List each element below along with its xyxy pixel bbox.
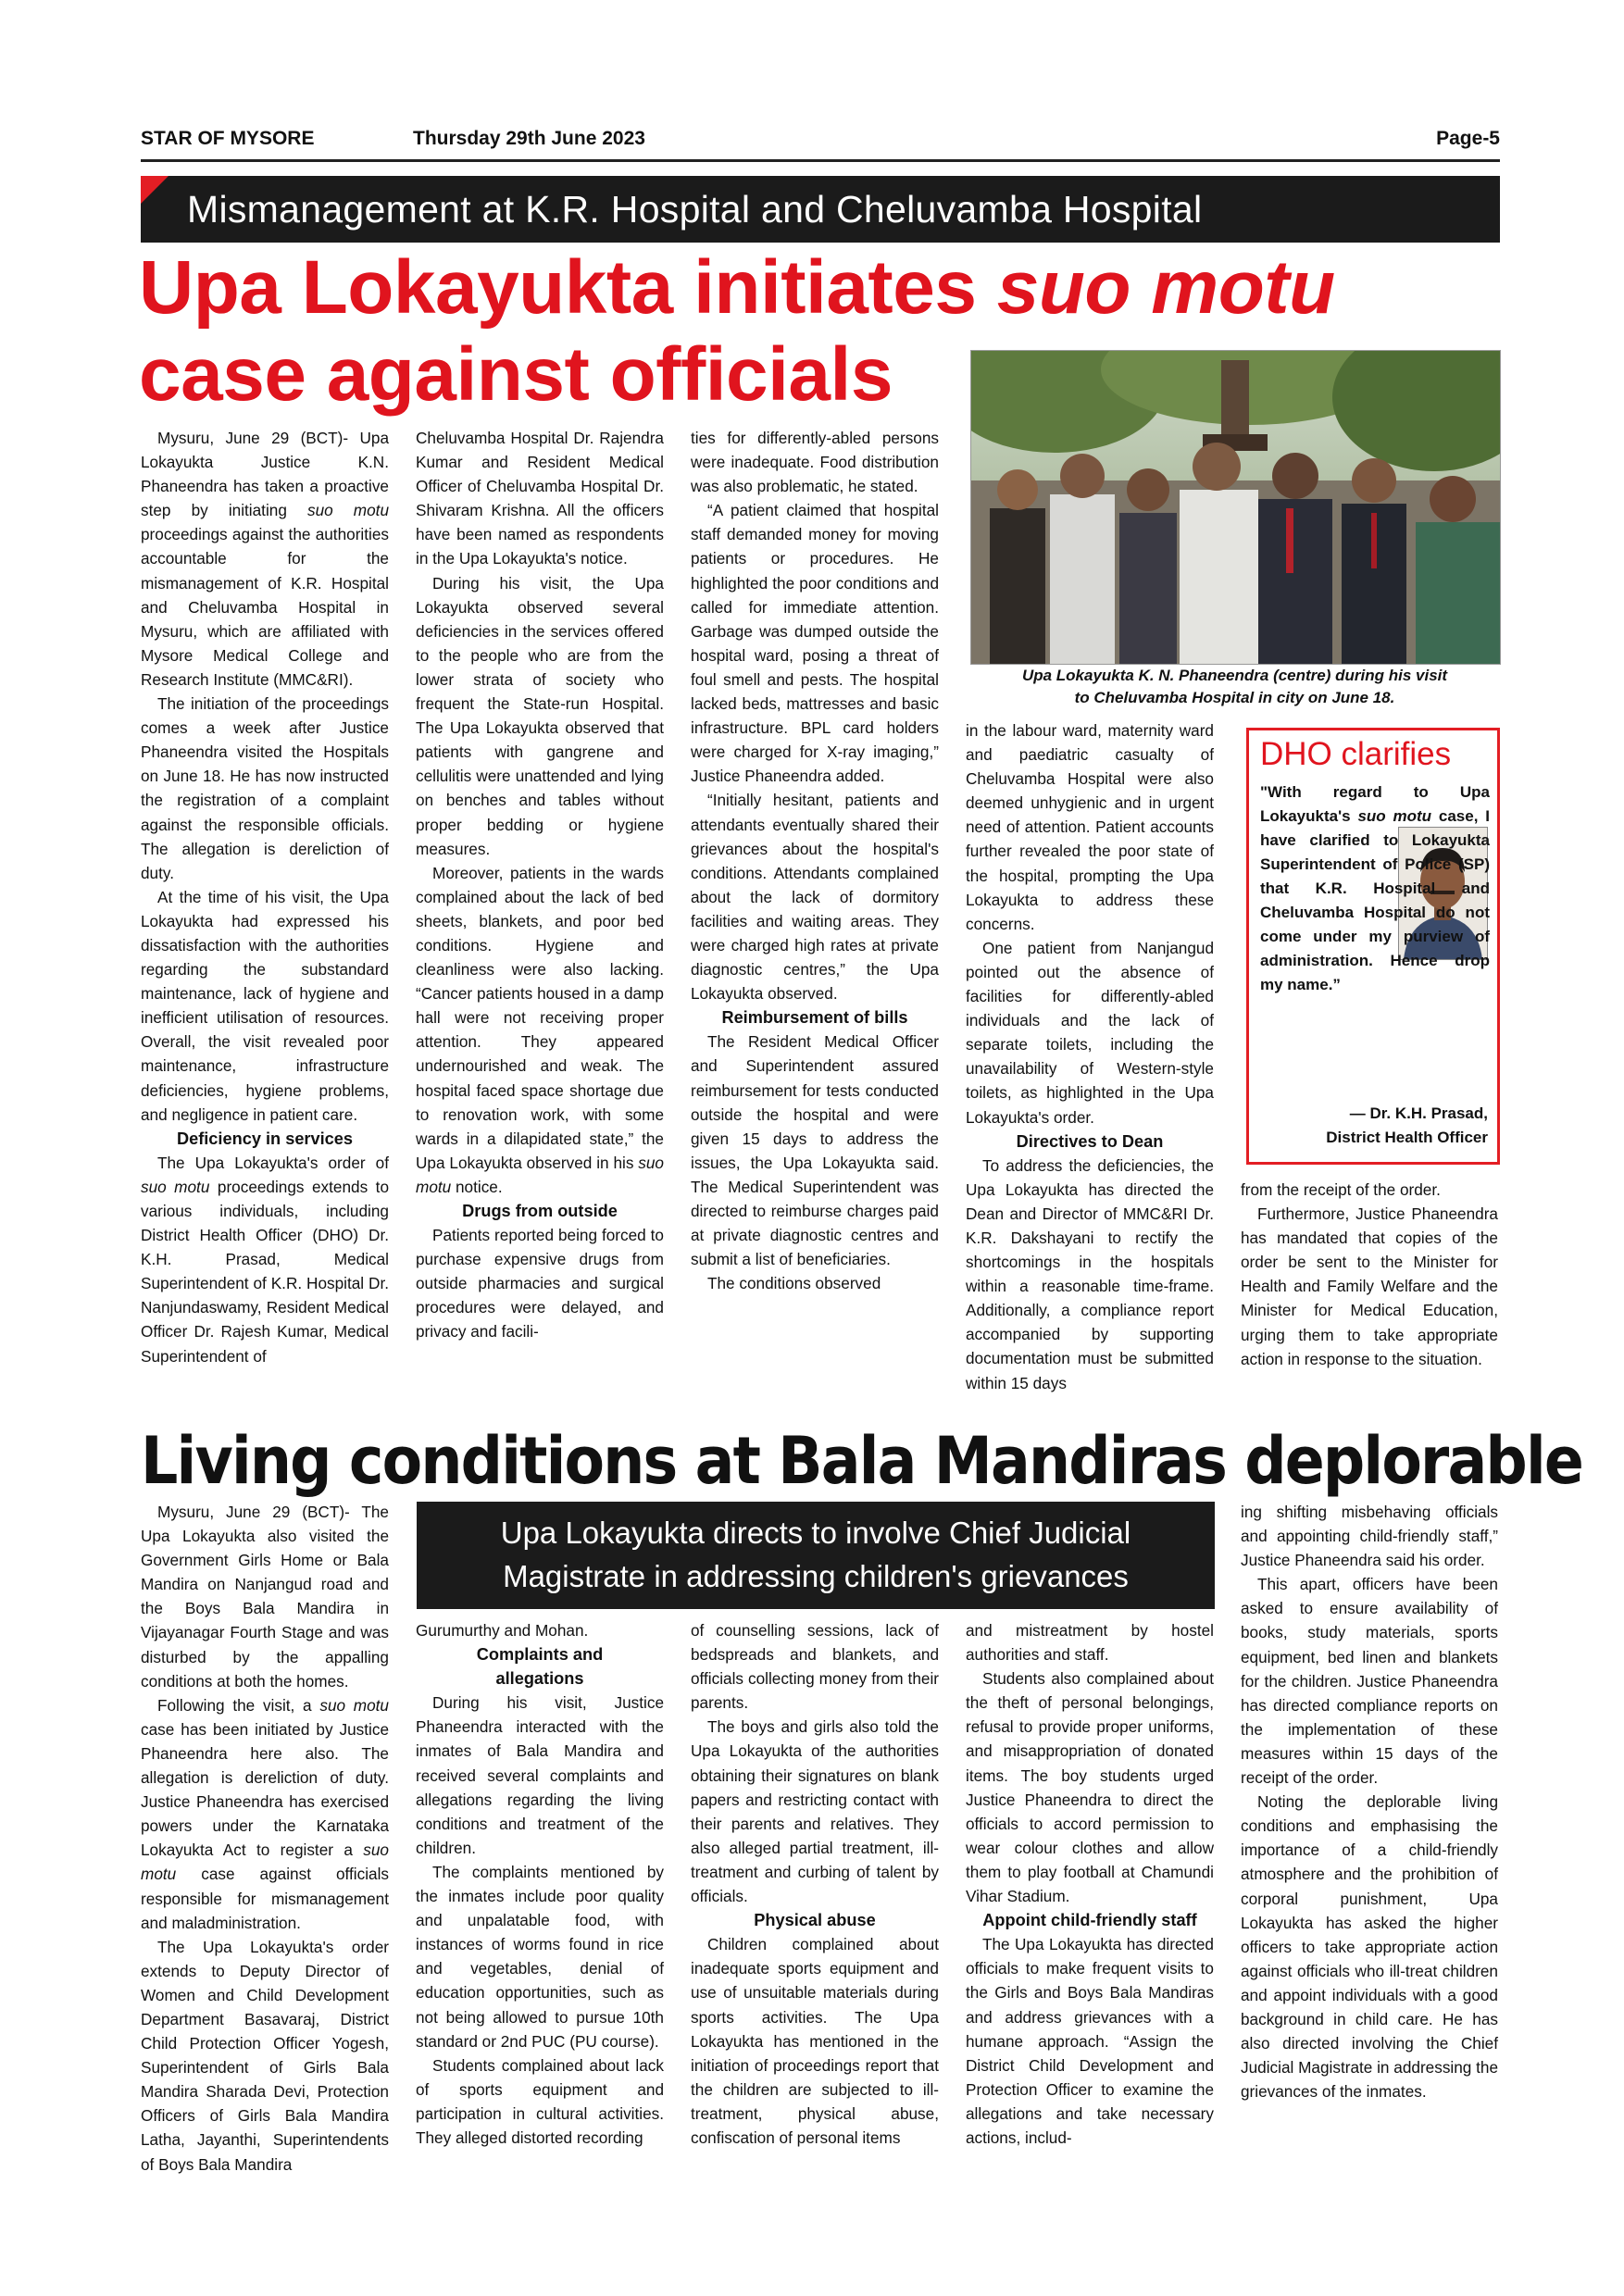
headline-text: Upa Lokayukta initiates [139,245,997,330]
dho-signature-name: — Dr. K.H. Prasad, [1349,1104,1488,1122]
subheading: Complaints and allegations [476,1645,604,1689]
paragraph: Noting the deplorable living conditions and emphasising the importance of a child-friendly atmosphere and the prohibition of corporal punishment, Upa Lokayukta has asked the higher officers to take appropriate action against officials who ill-treat children and appoint individuals with a good background in child care. He has also directed involving the Chief Judicial Magistrate in addressing the grievances of the inmates. [1241,1792,1499,2102]
paragraph: Patients reported being forced to purchase expensive drugs from outside pharmacies and surgical procedures were delayed, and privacy and facili- [416,1226,664,1341]
story1-headline-line2: case against officials [139,332,893,417]
story1-column-1 [141,426,389,1368]
paragraph: The complaints mentioned by the inmates include poor quality and unpalatable food, with instances of worms found in rice and vegetables, denial of education opportunities, such as not being allowed to pursue 10th standard or 2nd PUC (PU course). [416,1862,664,2051]
headline-italic: suo motu [996,245,1335,330]
story1-column-2 [416,426,664,1344]
paragraph: Students complained about lack of sports equipment and participation in cultural activities. They alleged distorted recording [416,2055,664,2147]
paragraph: of counselling sessions, lack of bedspreads and blankets, and officials collecting money from their parents. [691,1621,939,1713]
paragraph: During his visit, the Upa Lokayukta observed several deficiencies in the services offered to the people who are from the lower strata of society who frequent the State-run Hospital. The Upa Lokayukta observed that patients with gangrene and cellulitis were unattended and lying on benches and tables without proper bedding or hygiene measures. [416,573,664,858]
subheading: Drugs from outside [462,1202,618,1220]
subhead-line1: Upa Lokayukta directs to involve Chief Judicial [500,1516,1131,1550]
caption-line1: Upa Lokayukta K. N. Phaneendra (centre) during his visit [1021,667,1448,684]
paragraph: “A patient claimed that hospital staff demanded money for moving patients or procedures. He highlighted the poor conditions and called for immediate attention. Garbage was dumped outside the hospital ward, posing a threat of foul smell and pests. The hospital lacked beds, mattresses and basic infrastructure. BPL card holders were charged for X-ray imaging,” Justice Phaneendra added. [691,501,939,786]
masthead-rule [141,159,1500,162]
photo-caption [970,665,1499,709]
officials-visit-photo [971,351,1500,664]
paragraph: The Resident Medical Officer and Superintendent assured reimbursement for tests conducted outside the hospital and were given 15 days to address the issues, the Upa Lokayukta said. The Medical Superintendent was directed to reimburse charges paid at private diagnostic centres and submit a list of beneficiaries. [691,1032,939,1269]
subheading: Reimbursement of bills [721,1008,908,1028]
dho-clarifies-box [1246,728,1500,1165]
subhead-line2: Magistrate in addressing children's grievances [503,1559,1129,1593]
paragraph: Mysuru, June 29 (BCT)- Upa Lokayukta Justice K.N. Phaneendra has taken a proactive step by initiating suo motu proceedings against the authorities accountable for the mismanagement of K.R. Hospital and Cheluvamba Hospital in Mysuru, which are affiliated with Mysore Medical College and Research Institute (MMC&RI). [141,429,389,689]
story1-column-4 [966,718,1214,1395]
story2-column-4 [966,1618,1214,2150]
dho-signature-title: District Health Officer [1326,1129,1488,1146]
paragraph: Cheluvamba Hospital Dr. Rajendra Kumar and Resident Medical Officer of Cheluvamba Hospital Dr. Shivaram Krishna. All the officers have been named as respondents in the Upa Lokayukta's notice. [416,429,664,568]
story2-subhead [417,1502,1215,1609]
caption-line2: to Cheluvamba Hospital in city on June 18. [1074,689,1395,706]
paragraph: ties for differently-abled persons were inadequate. Food distribution was also problematic, he stated. [691,429,939,496]
subheading: Deficiency in services [176,1129,354,1148]
paragraph: The boys and girls also told the Upa Lokayukta of the authorities obtaining their signatures on blank papers and restricting contact with their parents and relatives. They also alleged partial treatment, ill-treatment and curbing of talent by officials. [691,1717,939,1906]
paragraph: The conditions observed [707,1274,881,1293]
story2-column-1 [141,1500,389,2177]
paragraph: One patient from Nanjangud pointed out the absence of facilities for differently-abled individuals and the lack of separate toilets, including the unavailability of Western-style toilets, as highlighted in the Upa Lokayukta's order. [966,938,1214,1127]
subheading: Appoint child-friendly staff [982,1911,1197,1930]
paragraph: The Upa Lokayukta has directed officials to make frequent visits to the Girls and Boys Bala Mandiras and address grievances with a humane approach. “Assign the District Child Development and Protection Officer to examine the allegations and take necessary actions, includ- [966,1935,1214,2147]
paragraph: “Initially hesitant, patients and attendants eventually shared their grievances about the hospital's conditions. Attendants complained about the lack of dormitory facilities and waiting areas. They were charged high rates at private diagnostic centres,” the Upa Lokayukta observed. [691,791,939,1004]
paragraph: Students also complained about the theft of personal belongings, refusal to provide proper uniforms, and misappropriation of donated items. The boy students urged Justice Phaneendra to direct the officials to accord permission to wear colour clothes and allow them to play football at Chamundi Vihar Stadium. [966,1669,1214,1906]
paragraph: To address the deficiencies, the Upa Lokayukta has directed the Dean and Director of MMC&RI Dr. K.R. Dakshayani to rectify the shortcomings in the hospitals within a reasonable time-frame. Additionally, a compliance report accompanied by supporting documentation must be submitted within 15 days [966,1155,1214,1392]
paragraph: Children complained about inadequate sports equipment and use of unsuitable materials during sports activities. The Upa Lokayukta has mentioned in the initiation of proceedings report that the children are subjected to ill-treatment, physical abuse, confiscation of personal items [691,1935,939,2147]
issue-date: Thursday 29th June 2023 [413,128,645,149]
paragraph: At the time of his visit, the Upa Lokayukta had expressed his dissatisfaction with the authorities regarding the substandard maintenance, lack of hygiene and inefficient utilisation of resources. Overall, the visit revealed poor maintenance, infrastructure deficiencies, hygiene problems, and negligence in patient care. [141,887,389,1124]
subheading: Physical abuse [754,1911,876,1930]
story1-kicker: Mismanagement at K.R. Hospital and Cheluvamba Hospital [141,176,1500,243]
paragraph: Following the visit, a suo motu case has been initiated by Justice Phaneendra here also. The allegation is dereliction of duty. Justice Phaneendra has exercised powers under the Karnataka Lokayukta Act to register a suo motu case against officials responsible for mismanagement and maladministration. [141,1695,389,1932]
story2-headline: Living conditions at Bala Mandiras deplorable [141,1423,1583,1499]
paper-name: STAR OF MYSORE [141,128,315,149]
paragraph: Furthermore, Justice Phaneendra has mandated that copies of the order be sent to the Minister for Health and Family Welfare and the Minister for Medical Education, urging them to take appropriate action in response to the situation. [1241,1204,1498,1368]
story1-column-5 [1241,1178,1498,1371]
paragraph: The initiation of the proceedings comes a week after Justice Phaneendra visited the Hospitals on June 18. He has now instructed the registration of a complaint against the responsible officials. The allegation is dereliction of duty. [141,694,389,882]
story1-headline-line1 [139,245,1335,330]
story1-column-3 [691,426,939,1295]
paragraph: During his visit, Justice Phaneendra interacted with the inmates of Bala Mandira and received several complaints and allegations regarding the living conditions and treatment of the children. [416,1693,664,1857]
dho-quote: "With regard to Upa Lokayukta's suo motu case, I have clarified to Lokayukta Superintendent of Police (SP) that K.R. Hospital and Cheluvamba Hospital do not come under my purview of administration. Hence drop my name.” [1260,783,1490,993]
paragraph: Mysuru, June 29 (BCT)- The Upa Lokayukta also visited the Government Girls Home or Bala Mandira on Nanjangud road and the Boys Bala Mandira in Vijayanagar Fourth Stage and was disturbed by the appalling conditions at both the homes. [141,1503,389,1691]
story2-column-2 [416,1618,664,2150]
story2-column-5 [1241,1500,1498,2103]
paragraph: and mistreatment by hostel authorities and staff. [966,1621,1214,1665]
news-photo [970,350,1501,665]
paragraph: ing shifting misbehaving officials and appointing child-friendly staff,” Justice Phaneendra said his order. [1241,1503,1498,1570]
masthead [141,128,1500,159]
paragraph: The Upa Lokayukta's order of suo motu proceedings extends to various individuals, including District Health Officer (DHO) Dr. K.H. Prasad, Medical Superintendent of K.R. Hospital Dr. Nanjundaswamy, Resident Medical Officer Dr. Rajesh Kumar, Medical Superintendent of [141,1153,390,1366]
paragraph: This apart, officers have been asked to ensure availability of books, study materials, sports equipment, bed linen and blankets for the children. Justice Phaneendra has directed compliance reports on the implementation of these measures within 15 days of the receipt of the order. [1241,1575,1498,1788]
paragraph: Gurumurthy and Mohan. [416,1621,589,1640]
paragraph: from the receipt of the order. [1241,1180,1441,1199]
page-number: Page-5 [1436,128,1500,149]
dho-box-title: DHO clarifies [1260,736,1452,772]
story2-column-3 [691,1618,939,2150]
paragraph: in the labour ward, maternity ward and paediatric casualty of Cheluvamba Hospital were also deemed unhygienic and in urgent need of attention. Patient accounts further revealed the poor state of the hospital, prompting the Upa Lokayukta to address these concerns. [966,721,1214,933]
paragraph: Moreover, patients in the wards complained about the lack of bed sheets, blankets, and poor bed conditions. Hygiene and cleanliness were also lacking. “Cancer patients housed in a damp hall were not receiving proper attention. They appeared undernourished and weak. The hospital faced space shortage due to renovation work, with some wards in a dilapidated state,” the Upa Lokayukta observed in his suo motu notice. [416,863,664,1196]
subheading: Directives to Dean [1016,1131,1164,1151]
kicker-flag-icon [141,176,169,204]
paragraph: The Upa Lokayukta's order extends to Deputy Director of Women and Child Development Department Basavaraj, District Child Protection Officer Yogesh, Superintendent of Girls Bala Mandira Sharada Devi, Protection Officers of Girls Bala Mandira Latha, Jayanthi, Superintendents of Boys Bala Mandira [141,1937,389,2174]
